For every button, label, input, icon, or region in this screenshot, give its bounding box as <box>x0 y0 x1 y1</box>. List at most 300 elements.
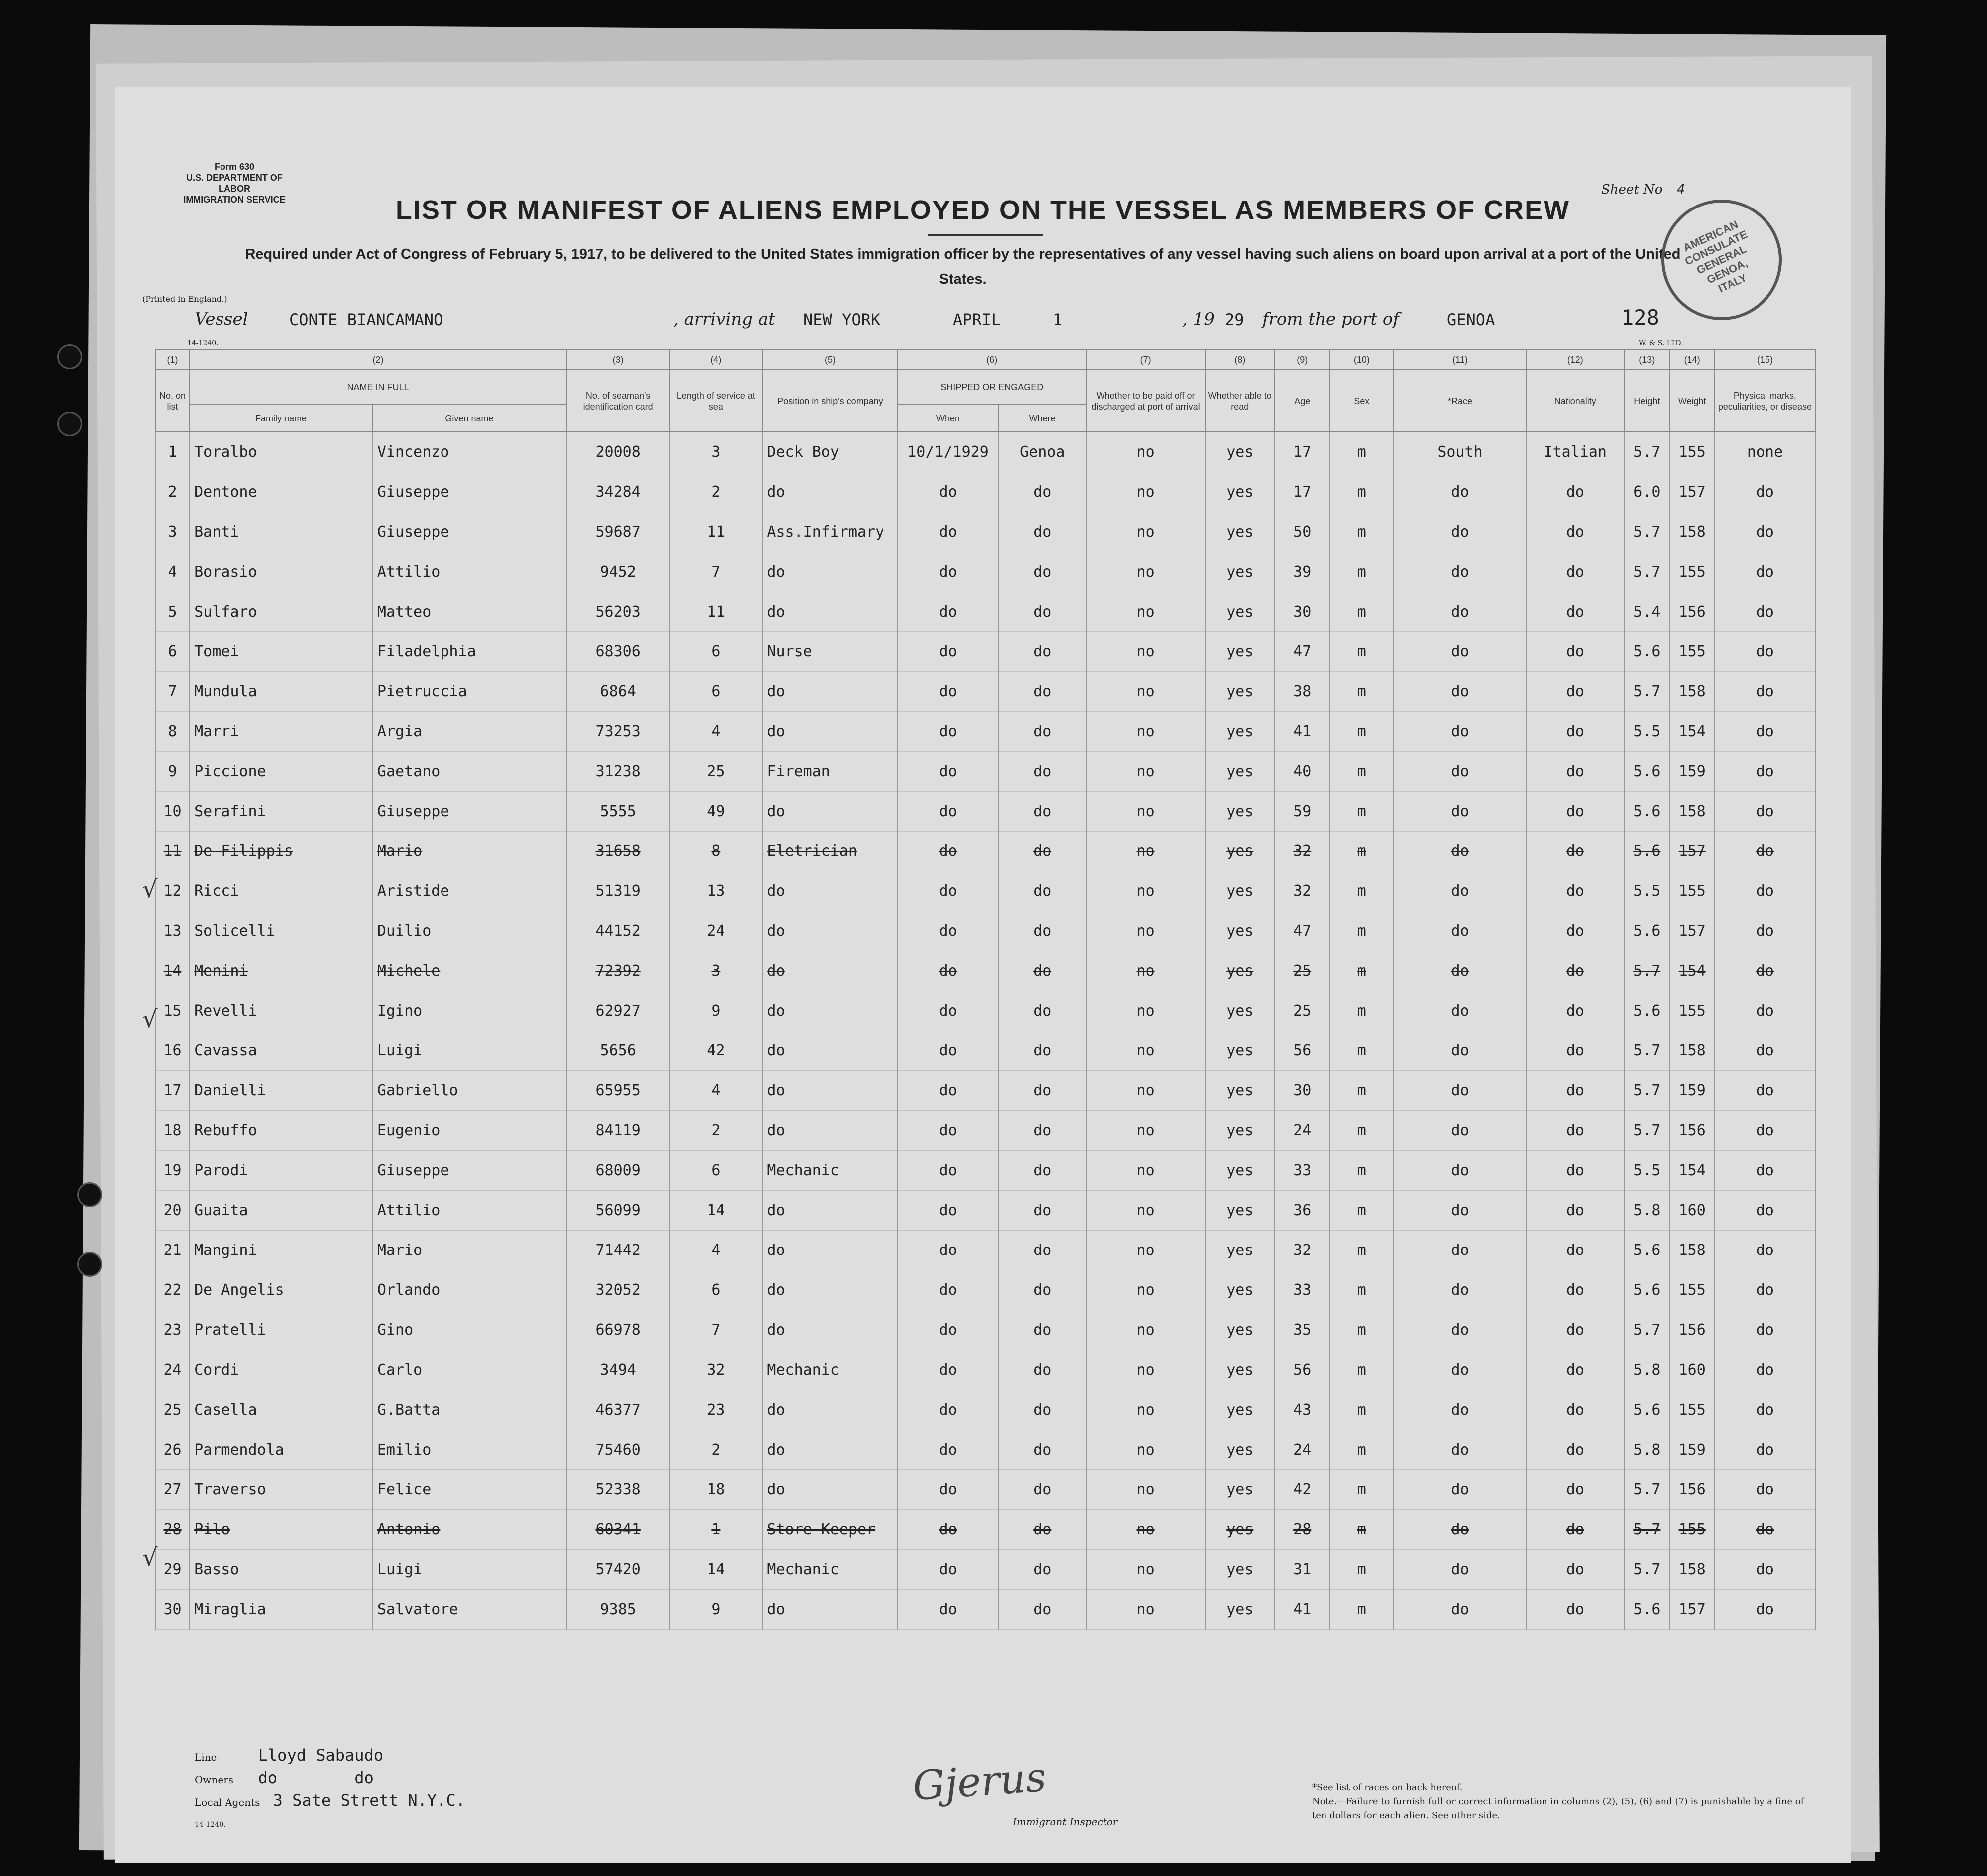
shipped-where: do <box>999 792 1086 832</box>
given-name: Giuseppe <box>373 472 566 512</box>
race: do <box>1394 1390 1527 1430</box>
race: do <box>1394 1510 1527 1550</box>
family-name: Sulfaro <box>190 592 373 632</box>
service-length: 25 <box>669 752 762 792</box>
weight: 157 <box>1670 911 1715 951</box>
col-header-where: Where <box>999 405 1086 432</box>
service-length: 9 <box>669 1590 762 1630</box>
service-length: 11 <box>669 592 762 632</box>
card-number: 46377 <box>566 1390 669 1430</box>
age: 40 <box>1274 752 1330 792</box>
row-number: 15 <box>155 991 190 1031</box>
table-row <box>155 1231 1815 1270</box>
col-header-no: No. on list <box>155 370 190 432</box>
shipped-when: do <box>898 792 999 832</box>
given-name: Aristide <box>373 871 566 911</box>
nationality: do <box>1526 1231 1624 1270</box>
table-row <box>155 1470 1815 1510</box>
race: do <box>1394 1151 1527 1191</box>
col-header-nationality: Nationality <box>1526 370 1624 432</box>
shipped-where: do <box>999 1550 1086 1590</box>
service-length: 8 <box>669 832 762 871</box>
col-num-1: (1) <box>155 350 190 370</box>
able-to-read: yes <box>1205 1151 1274 1191</box>
height: 5.7 <box>1624 1510 1669 1550</box>
vessel-line <box>165 305 1811 339</box>
position: do <box>762 1470 897 1510</box>
paid-off: no <box>1086 1191 1205 1231</box>
able-to-read: yes <box>1205 712 1274 752</box>
shipped-where: do <box>999 1430 1086 1470</box>
year-prefix: , 19 <box>1182 309 1215 329</box>
height: 5.6 <box>1624 1590 1669 1630</box>
family-name: Guaita <box>190 1191 373 1231</box>
row-number: 1 <box>155 432 190 472</box>
card-number: 84119 <box>566 1111 669 1151</box>
given-name: Argia <box>373 712 566 752</box>
shipped-where: do <box>999 871 1086 911</box>
arrival-month: APRIL <box>953 310 1001 329</box>
card-number: 56099 <box>566 1191 669 1231</box>
given-name: Antonio <box>373 1510 566 1550</box>
weight: 154 <box>1670 951 1715 991</box>
given-name: Attilio <box>373 552 566 592</box>
position: Nurse <box>762 632 897 672</box>
given-name: Gabriello <box>373 1071 566 1111</box>
given-name: Luigi <box>373 1550 566 1590</box>
service-length: 2 <box>669 1111 762 1151</box>
position: Mechanic <box>762 1151 897 1191</box>
col-header-sex: Sex <box>1330 370 1394 432</box>
nationality: do <box>1526 1310 1624 1350</box>
weight: 157 <box>1670 472 1715 512</box>
card-number: 32052 <box>566 1270 669 1310</box>
age: 28 <box>1274 1510 1330 1550</box>
position: Ass.Infirmary <box>762 512 897 552</box>
row-number: 9 <box>155 752 190 792</box>
row-number: 20 <box>155 1191 190 1231</box>
able-to-read: yes <box>1205 472 1274 512</box>
weight: 159 <box>1670 1430 1715 1470</box>
position: do <box>762 1031 897 1071</box>
card-number: 5656 <box>566 1031 669 1071</box>
table-row <box>155 1390 1815 1430</box>
inspector-signature: Gjerus <box>911 1753 1048 1810</box>
family-name: De Filippis <box>190 832 373 871</box>
family-name: Marri <box>190 712 373 752</box>
shipped-where: do <box>999 1270 1086 1310</box>
age: 32 <box>1274 871 1330 911</box>
able-to-read: yes <box>1205 632 1274 672</box>
physical-marks: do <box>1715 1151 1815 1191</box>
shipped-where: do <box>999 1470 1086 1510</box>
position: do <box>762 1590 897 1630</box>
table-row <box>155 1350 1815 1390</box>
sex: m <box>1330 1390 1394 1430</box>
family-name: Pilo <box>190 1510 373 1550</box>
height: 5.7 <box>1624 1550 1669 1590</box>
arriving-port: NEW YORK <box>803 310 881 329</box>
race: do <box>1394 1590 1527 1630</box>
family-name: Ricci <box>190 871 373 911</box>
able-to-read: yes <box>1205 1310 1274 1350</box>
paid-off: no <box>1086 1550 1205 1590</box>
row-number: 22 <box>155 1270 190 1310</box>
family-name: Casella <box>190 1390 373 1430</box>
shipped-where: do <box>999 1111 1086 1151</box>
race: do <box>1394 792 1527 832</box>
card-number: 31658 <box>566 832 669 871</box>
paid-off: no <box>1086 1151 1205 1191</box>
age: 30 <box>1274 592 1330 632</box>
sex: m <box>1330 792 1394 832</box>
shipped-when: do <box>898 1430 999 1470</box>
shipped-when: do <box>898 951 999 991</box>
table-row <box>155 1071 1815 1111</box>
service: IMMIGRATION SERVICE <box>183 195 286 205</box>
shipped-when: do <box>898 911 999 951</box>
given-name: Orlando <box>373 1270 566 1310</box>
family-name: Solicelli <box>190 911 373 951</box>
table-row <box>155 1590 1815 1630</box>
shipped-when: do <box>898 1111 999 1151</box>
nationality: do <box>1526 1550 1624 1590</box>
card-number: 62927 <box>566 991 669 1031</box>
age: 41 <box>1274 1590 1330 1630</box>
card-number: 34284 <box>566 472 669 512</box>
row-number: 6 <box>155 632 190 672</box>
age: 32 <box>1274 1231 1330 1270</box>
card-number: 57420 <box>566 1550 669 1590</box>
paid-off: no <box>1086 472 1205 512</box>
row-number: 23 <box>155 1310 190 1350</box>
printer-code: W. & S. LTD. <box>1639 339 1683 347</box>
height: 5.7 <box>1624 1031 1669 1071</box>
table-row <box>155 592 1815 632</box>
paid-off: no <box>1086 712 1205 752</box>
age: 30 <box>1274 1071 1330 1111</box>
shipped-where: do <box>999 832 1086 871</box>
weight: 155 <box>1670 552 1715 592</box>
race: do <box>1394 1191 1527 1231</box>
row-number: 29 <box>155 1550 190 1590</box>
paid-off: no <box>1086 1590 1205 1630</box>
col-num-6: (6) <box>898 350 1086 370</box>
card-number: 65955 <box>566 1071 669 1111</box>
service-length: 13 <box>669 871 762 911</box>
height: 5.7 <box>1624 951 1669 991</box>
able-to-read: yes <box>1205 552 1274 592</box>
family-name: Cordi <box>190 1350 373 1390</box>
table-row <box>155 991 1815 1031</box>
able-to-read: yes <box>1205 832 1274 871</box>
table-row <box>155 432 1815 472</box>
shipped-where: do <box>999 1151 1086 1191</box>
table-row <box>155 951 1815 991</box>
position: do <box>762 951 897 991</box>
given-name: Duilio <box>373 911 566 951</box>
row-number: 21 <box>155 1231 190 1270</box>
physical-marks: do <box>1715 712 1815 752</box>
age: 24 <box>1274 1430 1330 1470</box>
paid-off: no <box>1086 871 1205 911</box>
race: South <box>1394 432 1527 472</box>
from-port-label: from the port of <box>1262 309 1399 329</box>
family-name: Basso <box>190 1550 373 1590</box>
position: do <box>762 1231 897 1270</box>
given-name: Luigi <box>373 1031 566 1071</box>
able-to-read: yes <box>1205 1430 1274 1470</box>
vessel-name: CONTE BIANCAMANO <box>289 310 443 329</box>
shipped-when: do <box>898 552 999 592</box>
nationality: do <box>1526 472 1624 512</box>
physical-marks: do <box>1715 672 1815 712</box>
physical-marks: do <box>1715 1550 1815 1590</box>
row-number: 3 <box>155 512 190 552</box>
weight: 158 <box>1670 512 1715 552</box>
race: do <box>1394 1350 1527 1390</box>
position: Fireman <box>762 752 897 792</box>
physical-marks: do <box>1715 752 1815 792</box>
race: do <box>1394 951 1527 991</box>
shipped-when: do <box>898 592 999 632</box>
shipped-when: do <box>898 1191 999 1231</box>
service-length: 11 <box>669 512 762 552</box>
paid-off: no <box>1086 432 1205 472</box>
age: 47 <box>1274 911 1330 951</box>
sex: m <box>1330 712 1394 752</box>
card-number: 9385 <box>566 1590 669 1630</box>
height: 5.6 <box>1624 792 1669 832</box>
shipped-when: do <box>898 1071 999 1111</box>
shipped-when: do <box>898 672 999 712</box>
agents-value: 3 Sate Strett N.Y.C. <box>273 1791 465 1810</box>
printed-in-note: (Printed in England.) <box>142 294 227 304</box>
row-number: 18 <box>155 1111 190 1151</box>
col-num-5: (5) <box>762 350 897 370</box>
physical-marks: do <box>1715 1270 1815 1310</box>
col-num-7: (7) <box>1086 350 1205 370</box>
sex: m <box>1330 991 1394 1031</box>
col-num-2: (2) <box>190 350 566 370</box>
age: 38 <box>1274 672 1330 712</box>
physical-marks: do <box>1715 1111 1815 1151</box>
paid-off: no <box>1086 1071 1205 1111</box>
position: Mechanic <box>762 1550 897 1590</box>
given-name: Eugenio <box>373 1111 566 1151</box>
service-length: 1 <box>669 1510 762 1550</box>
family-name: Borasio <box>190 552 373 592</box>
given-name: Matteo <box>373 592 566 632</box>
able-to-read: yes <box>1205 512 1274 552</box>
row-number: 30 <box>155 1590 190 1630</box>
department: U.S. DEPARTMENT OF LABOR <box>186 173 283 194</box>
shipped-where: do <box>999 592 1086 632</box>
able-to-read: yes <box>1205 672 1274 712</box>
shipped-when: do <box>898 1550 999 1590</box>
paid-off: no <box>1086 1270 1205 1310</box>
given-name: Vincenzo <box>373 432 566 472</box>
row-number: 10 <box>155 792 190 832</box>
nationality: do <box>1526 552 1624 592</box>
card-number: 75460 <box>566 1430 669 1470</box>
shipped-when: do <box>898 1470 999 1510</box>
sex: m <box>1330 1151 1394 1191</box>
physical-marks: do <box>1715 911 1815 951</box>
shipped-when: do <box>898 1350 999 1390</box>
given-name: G.Batta <box>373 1390 566 1430</box>
physical-marks: do <box>1715 1231 1815 1270</box>
paid-off: no <box>1086 512 1205 552</box>
height: 5.5 <box>1624 1151 1669 1191</box>
shipped-where: do <box>999 951 1086 991</box>
height: 5.7 <box>1624 672 1669 712</box>
nationality: do <box>1526 951 1624 991</box>
height: 5.6 <box>1624 1390 1669 1430</box>
shipped-where: do <box>999 1510 1086 1550</box>
weight: 158 <box>1670 792 1715 832</box>
col-header-age: Age <box>1274 370 1330 432</box>
family-name: Cavassa <box>190 1031 373 1071</box>
row-number: 13 <box>155 911 190 951</box>
paid-off: no <box>1086 951 1205 991</box>
height: 5.7 <box>1624 1470 1669 1510</box>
age: 36 <box>1274 1191 1330 1231</box>
col-num-14: (14) <box>1670 350 1715 370</box>
nationality: do <box>1526 1071 1624 1111</box>
card-number: 3494 <box>566 1350 669 1390</box>
sex: m <box>1330 552 1394 592</box>
physical-marks: do <box>1715 472 1815 512</box>
arriving-label: , arriving at <box>673 309 775 329</box>
race: do <box>1394 1111 1527 1151</box>
table-row <box>155 1510 1815 1550</box>
paid-off: no <box>1086 1510 1205 1550</box>
weight: 155 <box>1670 1390 1715 1430</box>
able-to-read: yes <box>1205 1550 1274 1590</box>
position: do <box>762 911 897 951</box>
sex: m <box>1330 1111 1394 1151</box>
nationality: do <box>1526 911 1624 951</box>
nationality: do <box>1526 832 1624 871</box>
able-to-read: yes <box>1205 592 1274 632</box>
weight: 154 <box>1670 712 1715 752</box>
service-length: 7 <box>669 1310 762 1350</box>
form-number: Form 630 <box>214 162 255 172</box>
position: do <box>762 1191 897 1231</box>
paid-off: no <box>1086 632 1205 672</box>
able-to-read: yes <box>1205 1390 1274 1430</box>
family-name: Mundula <box>190 672 373 712</box>
service-length: 2 <box>669 1430 762 1470</box>
card-number: 20008 <box>566 432 669 472</box>
paid-off: no <box>1086 1430 1205 1470</box>
sex: m <box>1330 432 1394 472</box>
race: do <box>1394 1550 1527 1590</box>
weight: 159 <box>1670 1071 1715 1111</box>
family-name: Piccione <box>190 752 373 792</box>
paid-off: no <box>1086 752 1205 792</box>
col-header-position: Position in ship's company <box>762 370 897 432</box>
col-num-13: (13) <box>1624 350 1669 370</box>
nationality: do <box>1526 1270 1624 1310</box>
physical-marks: do <box>1715 1191 1815 1231</box>
height: 5.6 <box>1624 911 1669 951</box>
weight: 156 <box>1670 1310 1715 1350</box>
manifest-sheet <box>115 87 1851 1863</box>
able-to-read: yes <box>1205 1191 1274 1231</box>
family-name: Revelli <box>190 991 373 1031</box>
row-number: 19 <box>155 1151 190 1191</box>
family-name: Dentone <box>190 472 373 512</box>
shipped-where: do <box>999 632 1086 672</box>
nationality: do <box>1526 1590 1624 1630</box>
shipped-where: do <box>999 472 1086 512</box>
height: 5.7 <box>1624 1111 1669 1151</box>
given-name: Emilio <box>373 1430 566 1470</box>
race: do <box>1394 712 1527 752</box>
height: 5.7 <box>1624 1310 1669 1350</box>
given-name: Igino <box>373 991 566 1031</box>
able-to-read: yes <box>1205 1470 1274 1510</box>
nationality: do <box>1526 512 1624 552</box>
table-row <box>155 1270 1815 1310</box>
shipped-where: do <box>999 712 1086 752</box>
weight: 156 <box>1670 1470 1715 1510</box>
age: 33 <box>1274 1270 1330 1310</box>
card-number: 5555 <box>566 792 669 832</box>
row-number: 12 <box>155 871 190 911</box>
shipped-where: do <box>999 1191 1086 1231</box>
col-num-11: (11) <box>1394 350 1527 370</box>
shipped-where: do <box>999 1590 1086 1630</box>
col-header-when: When <box>898 405 999 432</box>
nationality: do <box>1526 1390 1624 1430</box>
weight: 156 <box>1670 1111 1715 1151</box>
family-name: Mangini <box>190 1231 373 1270</box>
nationality: do <box>1526 1191 1624 1231</box>
col-header-height: Height <box>1624 370 1669 432</box>
card-number: 72392 <box>566 951 669 991</box>
col-num-12: (12) <box>1526 350 1624 370</box>
physical-marks: do <box>1715 1031 1815 1071</box>
nationality: do <box>1526 1111 1624 1151</box>
service-length: 4 <box>669 712 762 752</box>
row-number: 14 <box>155 951 190 991</box>
able-to-read: yes <box>1205 871 1274 911</box>
given-name: Felice <box>373 1470 566 1510</box>
sex: m <box>1330 1270 1394 1310</box>
race: do <box>1394 1270 1527 1310</box>
binder-hole <box>57 344 82 369</box>
race: do <box>1394 871 1527 911</box>
table-row <box>155 1550 1815 1590</box>
service-length: 4 <box>669 1071 762 1111</box>
able-to-read: yes <box>1205 1350 1274 1390</box>
card-number: 68009 <box>566 1151 669 1191</box>
paid-off: no <box>1086 991 1205 1031</box>
given-name: Giuseppe <box>373 512 566 552</box>
col-num-9: (9) <box>1274 350 1330 370</box>
weight: 158 <box>1670 1231 1715 1270</box>
age: 33 <box>1274 1151 1330 1191</box>
service-length: 4 <box>669 1231 762 1270</box>
weight: 155 <box>1670 1270 1715 1310</box>
service-length: 3 <box>669 951 762 991</box>
position: Eletrician <box>762 832 897 871</box>
col-header-shipped: SHIPPED OR ENGAGED <box>898 370 1086 405</box>
sex: m <box>1330 1031 1394 1071</box>
